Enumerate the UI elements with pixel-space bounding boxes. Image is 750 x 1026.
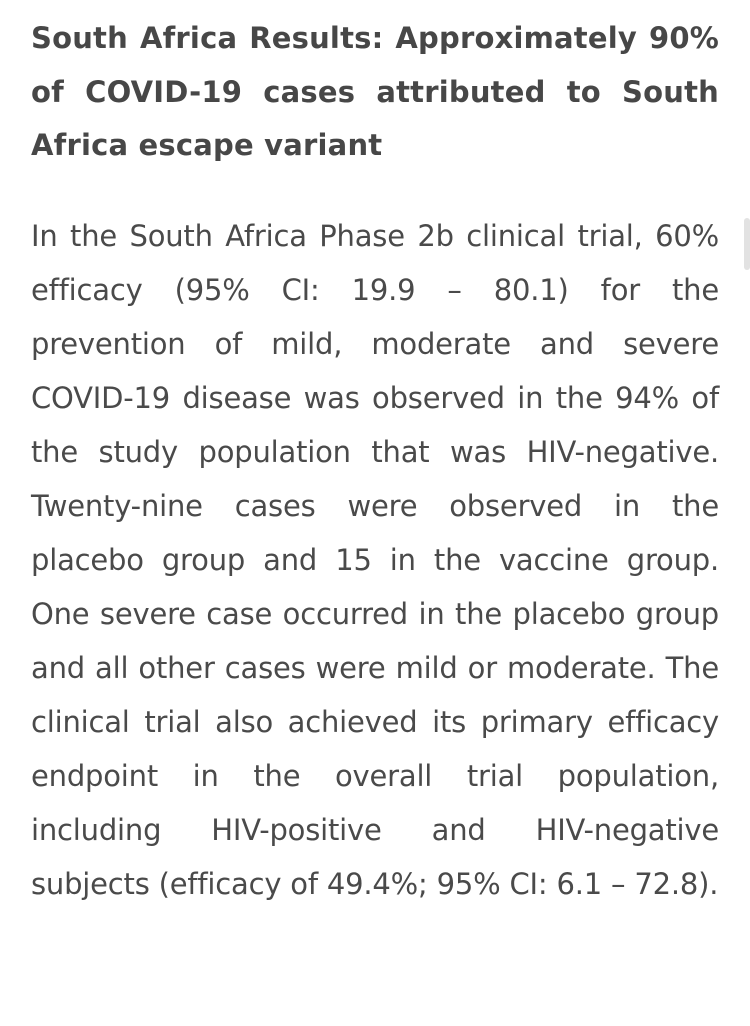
- body-paragraph: In the South Africa Phase 2b clinical trial, 60% efficacy (95% CI: 19.9 – 80.1) for the prevention of mild, moderate and severe COVID-19 disease was observed in the 94% of the study population that was HIV-negative. Twenty-nine cases were observed in the placebo group and 15 in the vaccine group. One severe case occurred in the placebo group and all other cases were mild or moderate. The clinical trial also achieved its primary efficacy endpoint in the overall trial population, including HIV-positive and HIV-negative subjects (efficacy of 49.4%; 95% CI: 6.1 – 72.8).: [31, 218, 719, 901]
- scrollbar[interactable]: [744, 218, 750, 270]
- article: [31, 12, 719, 911]
- section-heading: South Africa Results: Approximately 90% of COVID-19 cases attributed to South Africa escape variant: [31, 21, 719, 162]
